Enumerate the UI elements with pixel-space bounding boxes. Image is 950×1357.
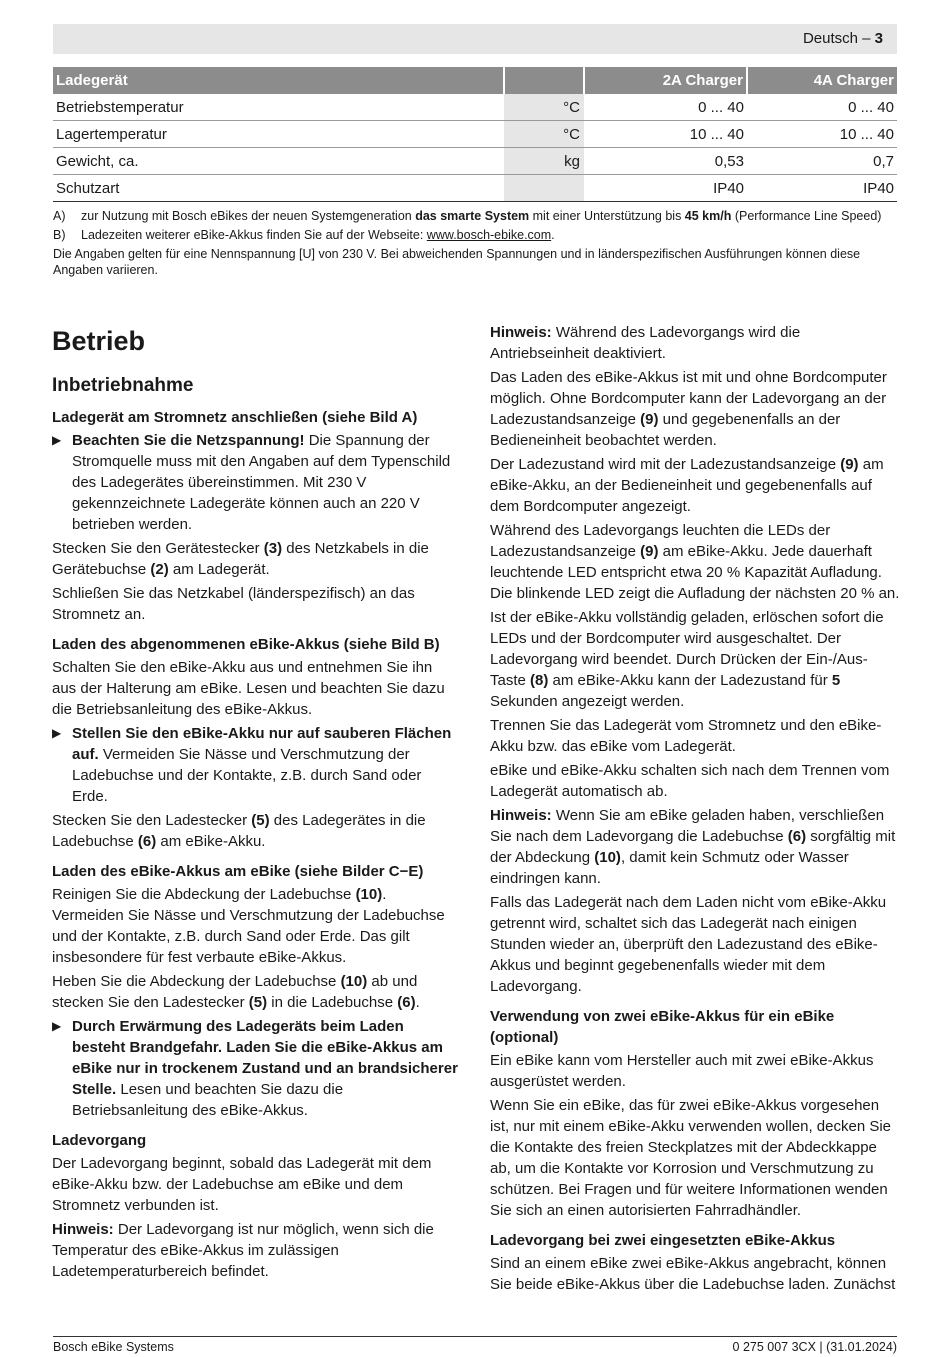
table-row — [53, 121, 897, 148]
subsection-title: Inbetriebnahme — [52, 375, 194, 396]
table-cell: 0 ... 40 — [584, 94, 747, 121]
triangle-bullet-icon: ▶ — [52, 726, 62, 740]
left-column — [52, 322, 460, 1285]
table-cell: 0,53 — [584, 148, 747, 175]
paragraph: Wenn Sie ein eBike, das für zwei eBike-Akkus vorgesehen ist, nur mit einem eBike-Akku verwenden wollen, decken Sie die Kontakte des freien Steckplatzes mit der Abdeckkappe ab, um die Kontakte vor Korrosion und Verschmutzung zu schützen. Bei Fragen und für weitere Informationen wenden Sie sich an einen autorisierten Fahrradhändler. — [490, 1097, 892, 1219]
triangle-bullet-icon: ▶ — [52, 1019, 62, 1033]
paragraph: Sind an einem eBike zwei eBike-Akkus angebracht, können Sie beide eBike-Akkus über die Ladebuchse laden. Zunächst — [490, 1255, 896, 1293]
paragraph: Schließen Sie das Netzkabel (länderspezifisch) an das Stromnetz an. — [52, 585, 415, 623]
heading-two-batteries: Verwendung von zwei eBike-Akkus für ein eBike (optional) — [490, 1008, 835, 1046]
table-cell: 10 ... 40 — [584, 121, 747, 148]
table-row — [53, 148, 897, 175]
table-cell: Lagertemperatur — [53, 121, 504, 148]
footer-document-id: 0 275 007 3CX | (31.01.2024) — [732, 1340, 897, 1354]
paragraph: Das Laden des eBike-Akkus ist mit und ohne Bordcomputer möglich. Ohne Bordcomputer kann der Ladevorgang an der Ladezustandsanzeige (9) und gegebenenfalls an der Bedieneinheit beobachtet werden. — [490, 369, 887, 449]
paragraph: Stecken Sie den Ladestecker (5) des Ladegerätes in die Ladebuchse (6) am eBike-Akku. — [52, 812, 426, 850]
footer-divider — [53, 1336, 897, 1337]
paragraph: Reinigen Sie die Abdeckung der Ladebuchse (10). Vermeiden Sie Nässe und Verschmutzung der Ladebuchse und der Kontakte, z.B. durch Sand oder Erde. Das gilt insbesondere für fest verbaute eBike-Akkus. — [52, 886, 445, 966]
paragraph: Hinweis: Wenn Sie am eBike geladen haben, verschließen Sie nach dem Ladevorgang die Ladebuchse (6) sorgfältig mit der Abdeckung (10), damit kein Schmutz oder Wasser eindringen kann. — [490, 807, 896, 887]
paragraph: Der Ladevorgang beginnt, sobald das Ladegerät mit dem eBike-Akku bzw. der Ladebuchse am eBike und dem Stromnetz verbunden ist. — [52, 1155, 432, 1214]
table-cell: IP40 — [584, 175, 747, 202]
paragraph: Stecken Sie den Gerätestecker (3) des Netzkabels in die Gerätebuchse (2) am Ladegerät. — [52, 540, 429, 578]
heading-two-batteries-charging: Ladevorgang bei zwei eingesetzten eBike-Akkus — [490, 1232, 836, 1249]
page-number: 3 — [874, 30, 883, 47]
footnote-general: Die Angaben gelten für eine Nennspannung [U] von 230 V. Bei abweichenden Spannungen und in länderspezifischen Ausführungen können diese Angaben variieren. — [53, 247, 861, 277]
paragraph: Ist der eBike-Akku vollständig geladen, erlöschen sofort die LEDs und der Bordcomputer wird ausgeschaltet. Der Ladevorgang wird beendet. Durch Drücken der Ein-/Aus-Taste (8) am eBike-Akku kann der Ladezustand für 5 Sekunden angezeigt werden. — [490, 609, 884, 710]
table-cell: °C — [504, 94, 584, 121]
table-header-cell: 4A Charger — [747, 67, 897, 94]
page-header: Deutsch – 3 — [53, 24, 897, 54]
spec-table — [53, 67, 897, 202]
table-header-cell: 2A Charger — [584, 67, 747, 94]
table-cell: Gewicht, ca. — [53, 148, 504, 175]
paragraph: Der Ladezustand wird mit der Ladezustandsanzeige (9) am eBike-Akku, an der Bedieneinheit und gegebenenfalls auf dem Bordcomputer angezeigt. — [490, 456, 884, 515]
paragraph: eBike und eBike-Akku schalten sich nach dem Trennen vom Ladegerät automatisch ab. — [490, 762, 890, 800]
table-cell: 10 ... 40 — [747, 121, 897, 148]
table-row — [53, 175, 897, 202]
heading-charging: Ladevorgang — [52, 1132, 147, 1149]
table-footnotes — [53, 208, 897, 278]
table-cell: 0 ... 40 — [747, 94, 897, 121]
paragraph: Heben Sie die Abdeckung der Ladebuchse (10) ab und stecken Sie den Ladestecker (5) in die Ladebuchse (6). — [52, 973, 420, 1011]
table-cell: kg — [504, 148, 584, 175]
table-cell: Betriebstemperatur — [53, 94, 504, 121]
table-header-cell — [504, 67, 584, 94]
warning-bullet: ▶ Durch Erwärmung des Ladegeräts beim Laden besteht Brandgefahr. Laden Sie die eBike-Akkus am eBike nur in trockenem Zustand und an brandsicherer Stelle. Lesen und beachten Sie dazu die Betriebsanleitung des eBike-Akkus. — [52, 1018, 458, 1119]
right-column — [490, 322, 900, 1298]
table-cell: IP40 — [747, 175, 897, 202]
heading-removed-battery: Laden des abgenommenen eBike-Akkus (siehe Bild B) — [52, 636, 440, 653]
warning-bullet: ▶ Stellen Sie den eBike-Akku nur auf sauberen Flächen auf. Vermeiden Sie Nässe und Verschmutzung der Ladebuchse und der Kontakte, z.B. durch Sand oder Erde. — [52, 725, 452, 805]
table-cell: °C — [504, 121, 584, 148]
heading-on-ebike: Laden des eBike-Akkus am eBike (siehe Bilder C−E) — [52, 863, 424, 880]
table-header-cell: Ladegerät — [53, 67, 504, 94]
paragraph: Hinweis: Der Ladevorgang ist nur möglich, wenn sich die Temperatur des eBike-Akkus im zulässigen Ladetemperaturbereich befindet. — [52, 1221, 434, 1280]
paragraph: Ein eBike kann vom Hersteller auch mit zwei eBike-Akkus ausgerüstet werden. — [490, 1052, 874, 1090]
footnote-b: B) Ladezeiten weiterer eBike-Akkus finden Sie auf der Webseite: www.bosch-ebike.com. — [53, 228, 555, 242]
heading-mains: Ladegerät am Stromnetz anschließen (siehe Bild A) — [52, 409, 418, 426]
header-language: Deutsch — [802, 30, 858, 47]
website-link[interactable]: www.bosch-ebike.com — [426, 228, 552, 242]
footer-publisher: Bosch eBike Systems — [53, 1340, 174, 1354]
table-row — [53, 94, 897, 121]
table-cell: Schutzart — [53, 175, 504, 202]
paragraph: Falls das Ladegerät nach dem Laden nicht vom eBike-Akku getrennt wird, schaltet sich das Ladegerät nach einigen Stunden wieder an, überprüft den Ladezustand des eBike-Akkus und beginnt gegebenenfalls wieder mit dem Ladevorgang. — [490, 894, 887, 995]
table-header-row — [53, 67, 897, 94]
triangle-bullet-icon: ▶ — [52, 433, 62, 447]
warning-bullet: ▶ Beachten Sie die Netzspannung! Die Spannung der Stromquelle muss mit den Angaben auf dem Typenschild des Ladegerätes übereinstimmen. Mit 230 V gekennzeichnete Ladegeräte können auch an 220 V betrieben werden. — [52, 432, 451, 533]
table-cell — [504, 175, 584, 202]
section-title: Betrieb — [52, 326, 146, 356]
paragraph: Hinweis: Während des Ladevorgangs wird die Antriebseinheit deaktiviert. — [490, 324, 801, 362]
paragraph: Während des Ladevorgangs leuchten die LEDs der Ladezustandsanzeige (9) am eBike-Akku. Jede dauerhaft leuchtende LED entspricht etwa 20 % Kapazität Aufladung. Die blinkende LED zeigt die Aufladung der nächsten 20 % an. — [490, 522, 900, 602]
footnote-a: A) zur Nutzung mit Bosch eBikes der neuen Systemgeneration das smarte System mit einer Unterstützung bis 45 km/h (Performance Line Speed) — [53, 209, 882, 223]
paragraph: Trennen Sie das Ladegerät vom Stromnetz und den eBike-Akku bzw. das eBike vom Ladegerät. — [490, 717, 882, 755]
table-cell: 0,7 — [747, 148, 897, 175]
paragraph: Schalten Sie den eBike-Akku aus und entnehmen Sie ihn aus der Halterung am eBike. Lesen und beachten Sie dazu die Betriebsanleitung des eBike-Akkus. — [52, 659, 445, 718]
